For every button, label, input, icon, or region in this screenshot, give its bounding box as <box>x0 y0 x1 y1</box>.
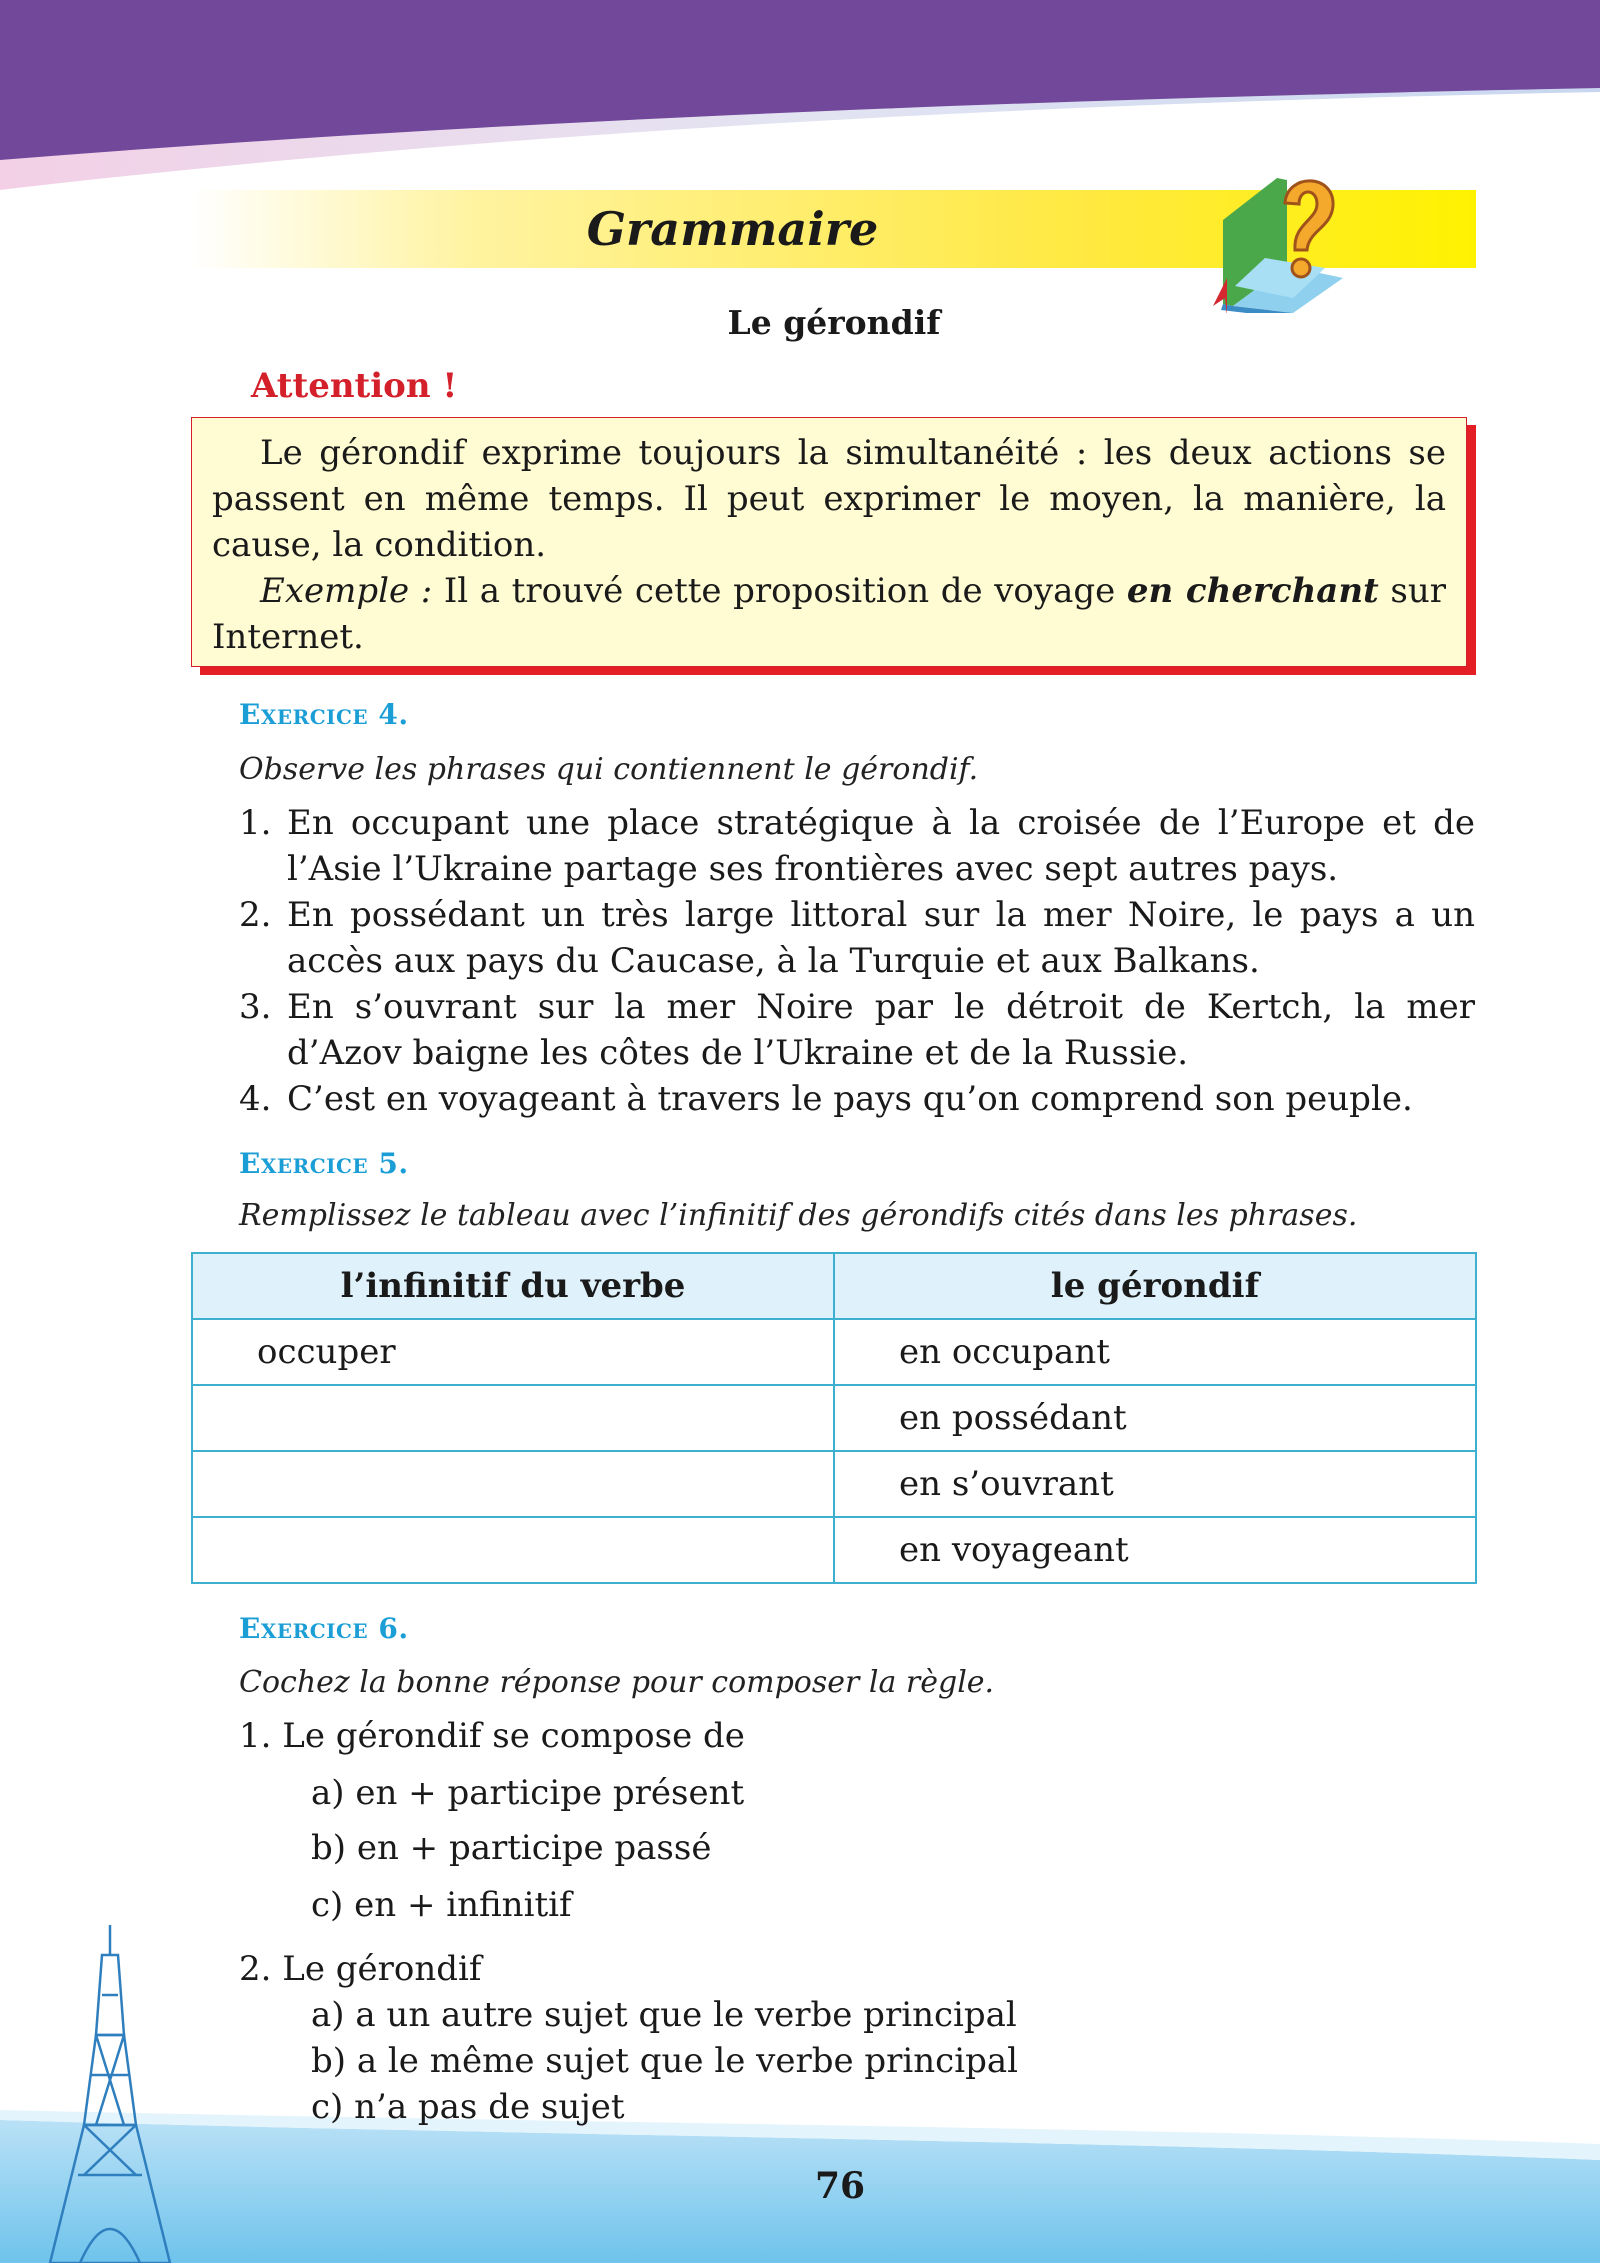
item-text: En possédant un très large littoral sur la mer Noire, le pays a un accès aux pays du Caucase, à la Turquie et aux Balkans. <box>287 895 1475 981</box>
exercise-5-instruction: Remplissez le tableau avec l’infinitif des gérondifs cités dans les phrases. <box>239 1198 1358 1233</box>
question-2: 2. Le gérondif <box>239 1949 482 1989</box>
example-text-before: Il a trouvé cette proposition de voyage <box>432 571 1127 611</box>
exercise-4-title: Exercice 4. <box>239 698 409 731</box>
rule-example <box>212 568 1446 660</box>
list-item <box>239 892 1475 984</box>
table-cell-infinitive[interactable] <box>192 1385 834 1451</box>
item-text: En occupant une place stratégique à la croisée de l’Europe et de l’Asie l’Ukraine partage ses frontières avec sept autres pays. <box>287 803 1475 889</box>
table-cell-gerondif: en s’ouvrant <box>834 1451 1476 1517</box>
exercise-6-instruction: Cochez la bonne réponse pour composer la règle. <box>239 1665 995 1700</box>
table-cell-gerondif: en occupant <box>834 1319 1476 1385</box>
column-header: l’infinitif du verbe <box>192 1253 834 1319</box>
example-emphasis: en cherchant <box>1126 571 1379 611</box>
table-cell-infinitive[interactable] <box>192 1517 834 1583</box>
item-text: C’est en voyageant à travers le pays qu’on comprend son peuple. <box>287 1079 1413 1119</box>
exercise-4-instruction: Observe les phrases qui contiennent le gérondif. <box>239 752 979 787</box>
table-header-row <box>192 1253 1476 1319</box>
item-number: 2. <box>239 895 272 935</box>
question-1-option-a[interactable]: a) en + participe présent <box>311 1773 745 1813</box>
example-label: Exemple : <box>260 571 433 611</box>
eiffel-tower-icon <box>40 1925 180 2263</box>
item-number: 1. <box>239 803 272 843</box>
exercise-5-title: Exercice 5. <box>239 1147 409 1180</box>
table-row <box>192 1385 1476 1451</box>
rule-box <box>191 417 1467 667</box>
table-cell-infinitive[interactable] <box>192 1451 834 1517</box>
item-text: En s’ouvrant sur la mer Noire par le détroit de Kertch, la mer d’Azov baigne les côtes de l’Ukraine et de la Russie. <box>287 987 1475 1073</box>
table-cell-gerondif: en voyageant <box>834 1517 1476 1583</box>
table-cell-infinitive[interactable]: occuper <box>192 1319 834 1385</box>
question-2-option-a[interactable]: a) a un autre sujet que le verbe principal <box>311 1995 1017 2035</box>
question-1-option-b[interactable]: b) en + participe passé <box>311 1828 712 1868</box>
page-number: 76 <box>814 2165 866 2207</box>
exercise-6-title: Exercice 6. <box>239 1612 409 1645</box>
question-2-option-c[interactable]: c) n’a pas de sujet <box>311 2087 625 2127</box>
exercise-4-list <box>239 800 1475 1122</box>
table-row <box>192 1319 1476 1385</box>
gerondif-table <box>191 1252 1477 1584</box>
lesson-subtitle: Le gérondif <box>727 303 941 342</box>
question-2-option-b[interactable]: b) a le même sujet que le verbe principal <box>311 2041 1019 2081</box>
rule-text: Le gérondif exprime toujours la simultanéité : les deux actions se passent en même temps. Il peut exprimer le moyen, la manière, la cause, la condition. <box>212 433 1446 565</box>
table-row <box>192 1451 1476 1517</box>
table-cell-gerondif: en possédant <box>834 1385 1476 1451</box>
book-question-icon <box>1205 158 1360 313</box>
item-number: 4. <box>239 1079 272 1119</box>
example-text-after: sur Internet. <box>212 571 1446 657</box>
item-number: 3. <box>239 987 272 1027</box>
list-item <box>239 1076 1475 1122</box>
column-header: le gérondif <box>834 1253 1476 1319</box>
section-title: Grammaire <box>586 202 879 256</box>
list-item <box>239 800 1475 892</box>
question-1-option-c[interactable]: c) en + infinitif <box>311 1885 572 1925</box>
attention-label: Attention ! <box>251 366 458 406</box>
header-decorative-band <box>0 0 1600 200</box>
list-item <box>239 984 1475 1076</box>
question-1: 1. Le gérondif se compose de <box>239 1716 745 1756</box>
table-row <box>192 1517 1476 1583</box>
